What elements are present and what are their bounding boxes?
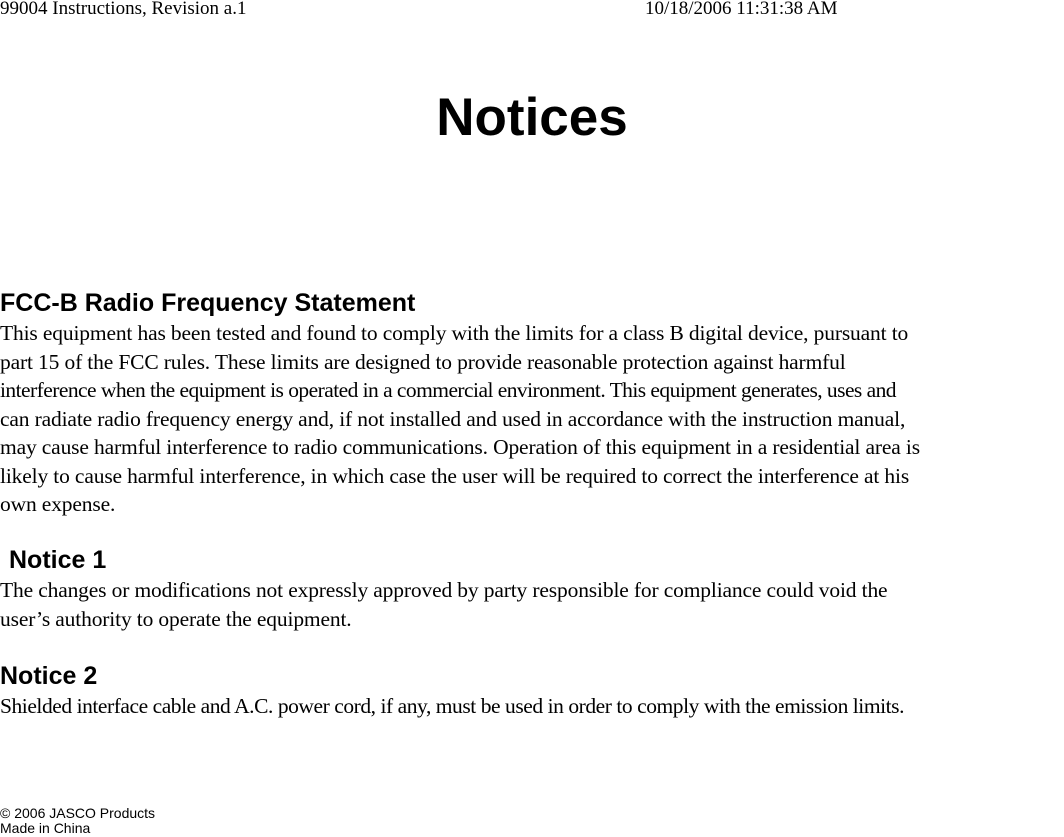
- copyright-text: © 2006 JASCO Products: [0, 805, 156, 821]
- fcc-line: can radiate radio frequency energy and, if not installed and used in accordance with the instruction manual,: [0, 406, 906, 431]
- notice-1-line: The changes or modifications not expressly approved by party responsible for compliance could void the: [0, 578, 888, 602]
- fcc-line: own expense.: [0, 492, 116, 516]
- fcc-line: This equipment has been tested and found to comply with the limits for a class B digital device, pursuant to: [0, 321, 909, 345]
- origin-text: Made in China: [0, 820, 91, 836]
- document-revision-label: 99004 Instructions, Revision a.1: [0, 0, 247, 19]
- notice-2-heading: Notice 2: [0, 662, 98, 690]
- notice-2-body: [0, 692, 1064, 721]
- fcc-body: [0, 319, 1064, 519]
- document-timestamp: 10/18/2006 11:31:38 AM: [645, 0, 838, 19]
- fcc-line: part 15 of the FCC rules. These limits are designed to provide reasonable protection against harmful: [0, 349, 846, 374]
- page-title: Notices: [436, 88, 628, 147]
- fcc-heading: FCC-B Radio Frequency Statement: [0, 289, 416, 317]
- notice-1-heading: Notice 1: [9, 546, 107, 574]
- fcc-line: interference when the equipment is operated in a commercial environment. This equipment generates, uses and: [0, 378, 896, 402]
- notice-1-body: [0, 576, 1064, 633]
- notice-1-line: user’s authority to operate the equipment.: [0, 606, 352, 631]
- fcc-line: may cause harmful interference to radio communications. Operation of this equipment in a residential area is: [0, 435, 920, 459]
- fcc-line: likely to cause harmful interference, in which case the user will be required to correct the interference at his: [0, 463, 910, 488]
- notice-2-line: Shielded interface cable and A.C. power cord, if any, must be used in order to comply with the emission limits.: [0, 694, 904, 718]
